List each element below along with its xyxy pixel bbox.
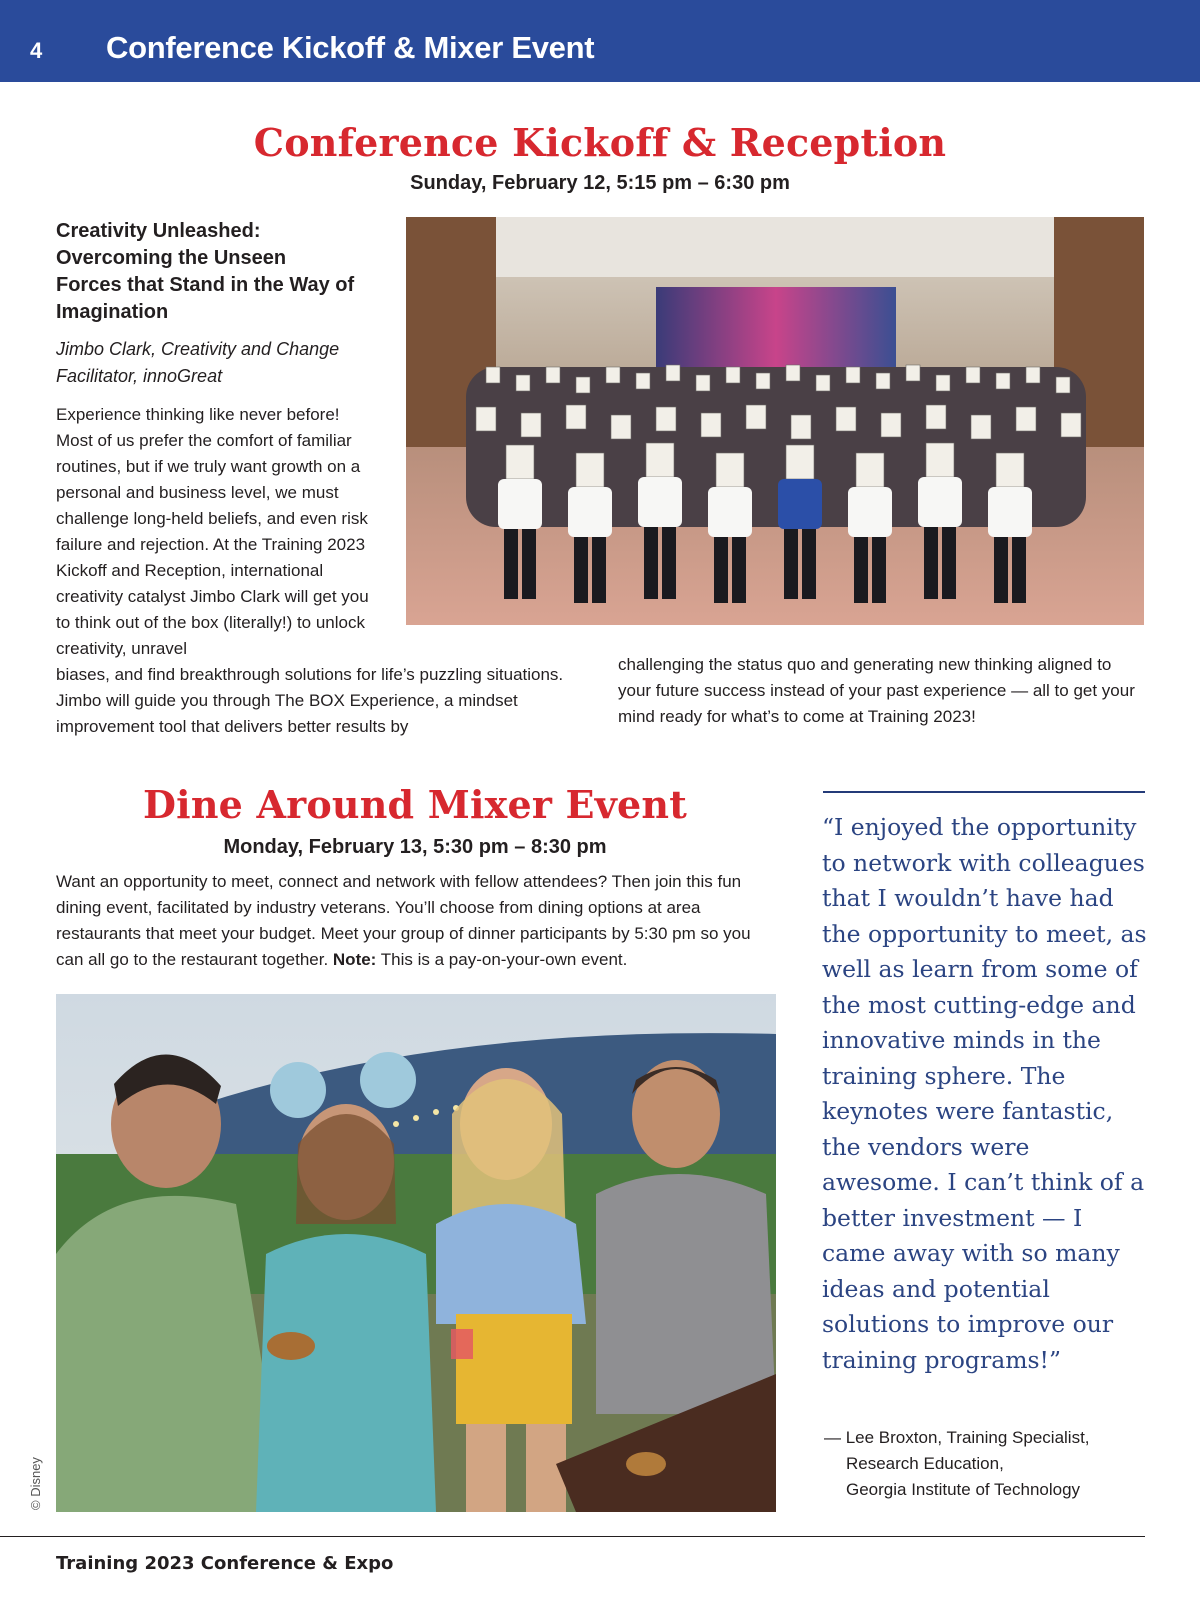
photo-credit: © Disney <box>28 1457 43 1510</box>
note-text: This is a pay-on-your-own event. <box>376 950 628 969</box>
note-label: Note: <box>332 950 377 969</box>
mixer-datetime: Monday, February 13, 5:30 pm – 8:30 pm <box>223 836 607 858</box>
header-title: Conference Kickoff & Mixer Event <box>106 30 595 65</box>
mixer-title: Dine Around Mixer Event <box>143 782 687 827</box>
kickoff-paragraph-bottom: biases, and find breakthrough solutions for life’s puzzling situations. Jimbo will guide you through The BOX Experience, a mindset improvement tool that delivers better results by <box>56 665 564 736</box>
kickoff-paragraph-right: challenging the status quo and generating new thinking aligned to your future success instead of your past experience — all to get your mind ready for what’s to come at Training 2023! <box>618 655 1135 726</box>
attribution-line-1: — Lee Broxton, Training Specialist, <box>824 1428 1090 1447</box>
header-bar <box>0 0 1200 82</box>
talk-title: Creativity Unleashed: Overcoming the Unseen Forces that Stand in the Way of Imagination <box>56 220 355 323</box>
ballroom-crowd-photo <box>406 217 1144 625</box>
kickoff-paragraph-top: Experience thinking like never before! Most of us prefer the comfort of familiar routines, but if we truly want growth on a personal and business level, we must challenge long-held beliefs, and even risk failure and rejection. At the Training 2023 Kickoff and Reception, international creativity catalyst Jimbo Clark will get you to think out of the box (literally!) to unlock creativity, unravel <box>56 405 369 658</box>
kickoff-title: Conference Kickoff & Reception <box>253 120 947 165</box>
kickoff-datetime: Sunday, February 12, 5:15 pm – 6:30 pm <box>410 172 790 194</box>
testimonial-attribution <box>824 1425 1146 1503</box>
attribution-line-2: Research Education, <box>846 1454 1004 1473</box>
footer-rule <box>0 1536 1145 1537</box>
footer-text: Training 2023 Conference & Expo <box>56 1553 394 1574</box>
speaker-name: Jimbo Clark, Creativity and Change Facilitator, innoGreat <box>56 339 340 386</box>
attribution-line-3: Georgia Institute of Technology <box>846 1480 1081 1499</box>
mixer-paragraph-text: Want an opportunity to meet, connect and network with fellow attendees? Then join this fun dining event, facilitated by industry veterans. You’ll choose from dining options at area restaurants that meet your budget. Meet your group of dinner participants by 5:30 pm so you can all go to the restaurant together. <box>56 872 751 969</box>
mixer-paragraph <box>56 869 776 973</box>
quote-rule <box>823 791 1145 793</box>
dining-friends-photo <box>56 994 776 1512</box>
page-number: 4 <box>30 38 43 63</box>
testimonial-quote: “I enjoyed the opportunity to network with colleagues that I wouldn’t have had the opportunity to meet, as well as learn from some of the most cutting-edge and innovative minds in the training sphere. The keynotes were fantastic, the vendors were awesome. I can’t think of a better investment — I came away with so many ideas and potential solutions to improve our training programs!” <box>822 813 1147 1374</box>
